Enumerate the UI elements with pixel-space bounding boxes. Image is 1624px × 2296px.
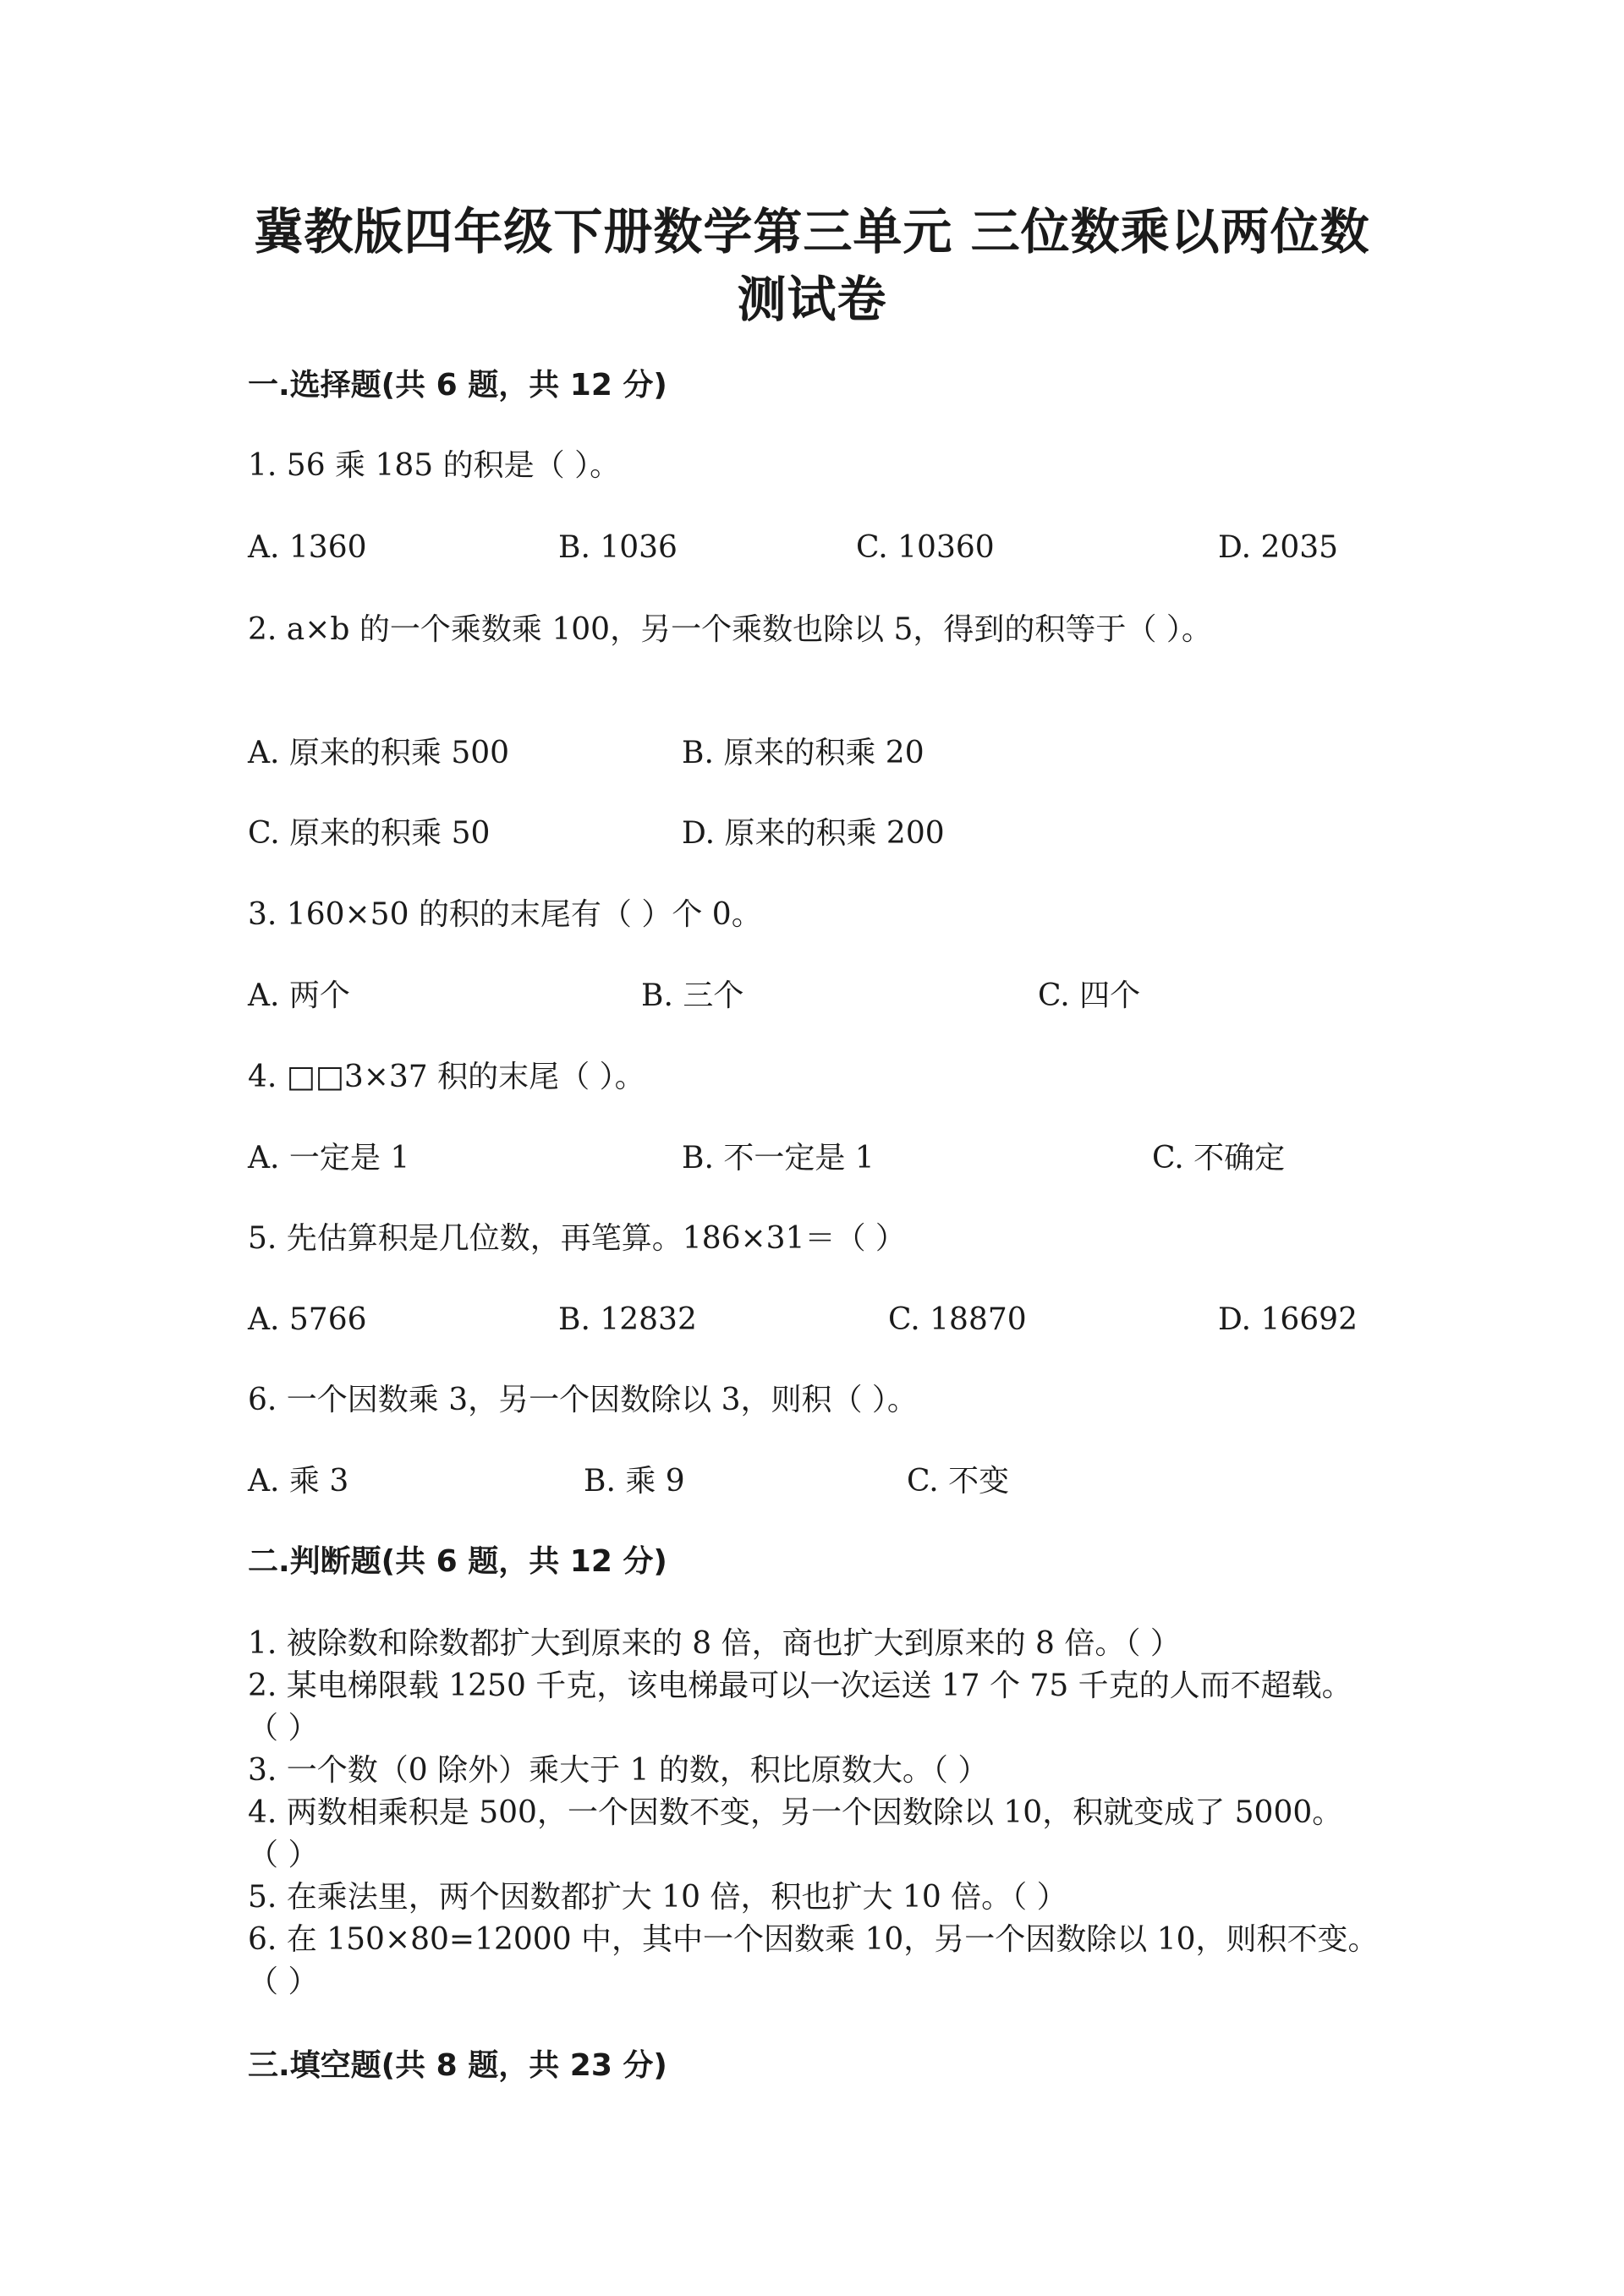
question-1-6: 6. 一个因数乘 3，另一个因数除以 3，则积（ ）。 [248, 1383, 918, 1417]
q1-2-option-c: C. 原来的积乘 50 [248, 816, 491, 851]
q1-3-option-a: A. 两个 [248, 978, 350, 1013]
question-1-4: 4. □□3×37 积的末尾（ ）。 [248, 1060, 645, 1094]
judgement-line: 1. 被除数和除数都扩大到原来的 8 倍，商也扩大到原来的 8 倍。（ ） [248, 1626, 1181, 1661]
judgement-line: 6. 在 150×80=12000 中，其中一个因数乘 10，另一个因数除以 10，则积不变。 [248, 1922, 1379, 1957]
question-1-5: 5. 先估算积是几位数，再笔算。186×31＝（ ） [248, 1221, 906, 1256]
judgement-line: 4. 两数相乘积是 500，一个因数不变，另一个因数除以 10，积就变成了 5000。 [248, 1795, 1343, 1830]
section-3-heading: 三.填空题(共 8 题，共 23 分) [248, 2048, 667, 2083]
q1-6-option-b: B. 乘 9 [584, 1464, 685, 1499]
judgement-line: 2. 某电梯限载 1250 千克，该电梯最可以一次运送 17 个 75 千克的人而不超载。 [248, 1669, 1352, 1703]
question-1-2: 2. a×b 的一个乘数乘 100，另一个乘数也除以 5，得到的积等于（ ）。 [248, 612, 1212, 647]
q1-2-option-a: A. 原来的积乘 500 [248, 736, 510, 770]
judgement-answer-bracket: （ ） [248, 1838, 319, 1872]
q1-6-option-a: A. 乘 3 [248, 1464, 349, 1499]
section-2-heading: 二.判断题(共 6 题，共 12 分) [248, 1544, 667, 1579]
q1-5-option-d: D. 16692 [1218, 1302, 1358, 1337]
judgement-line: 5. 在乘法里，两个因数都扩大 10 倍，积也扩大 10 倍。（ ） [248, 1880, 1067, 1915]
q1-4-option-a: A. 一定是 1 [248, 1141, 410, 1175]
q1-1-option-c: C. 10360 [856, 530, 995, 565]
q1-2-option-d: D. 原来的积乘 200 [682, 816, 945, 851]
q1-6-option-c: C. 不变 [907, 1464, 1010, 1499]
judgement-line: 3. 一个数（0 除外）乘大于 1 的数，积比原数大。（ ） [248, 1753, 989, 1788]
q1-1-option-a: A. 1360 [248, 530, 367, 565]
question-1-3: 3. 160×50 的积的末尾有（ ）个 0。 [248, 897, 762, 932]
judgement-answer-bracket: （ ） [248, 1964, 319, 1999]
q1-3-option-c: C. 四个 [1038, 978, 1141, 1013]
q1-4-option-b: B. 不一定是 1 [682, 1141, 875, 1175]
exam-title-line-2: 测试卷 [737, 271, 887, 328]
q1-5-option-c: C. 18870 [888, 1302, 1027, 1337]
q1-1-option-b: B. 1036 [558, 530, 678, 565]
section-1-heading: 一.选择题(共 6 题，共 12 分) [248, 368, 667, 403]
exam-title-line-1: 冀教版四年级下册数学第三单元 三位数乘以两位数 [254, 203, 1370, 260]
q1-2-option-b: B. 原来的积乘 20 [682, 736, 924, 770]
judgement-answer-bracket: （ ） [248, 1711, 319, 1745]
question-1-1: 1. 56 乘 185 的积是（ ）。 [248, 448, 621, 483]
q1-1-option-d: D. 2035 [1218, 530, 1339, 565]
q1-3-option-b: B. 三个 [641, 978, 744, 1013]
q1-5-option-a: A. 5766 [248, 1302, 367, 1337]
q1-5-option-b: B. 12832 [558, 1302, 697, 1337]
q1-4-option-c: C. 不确定 [1152, 1141, 1286, 1175]
